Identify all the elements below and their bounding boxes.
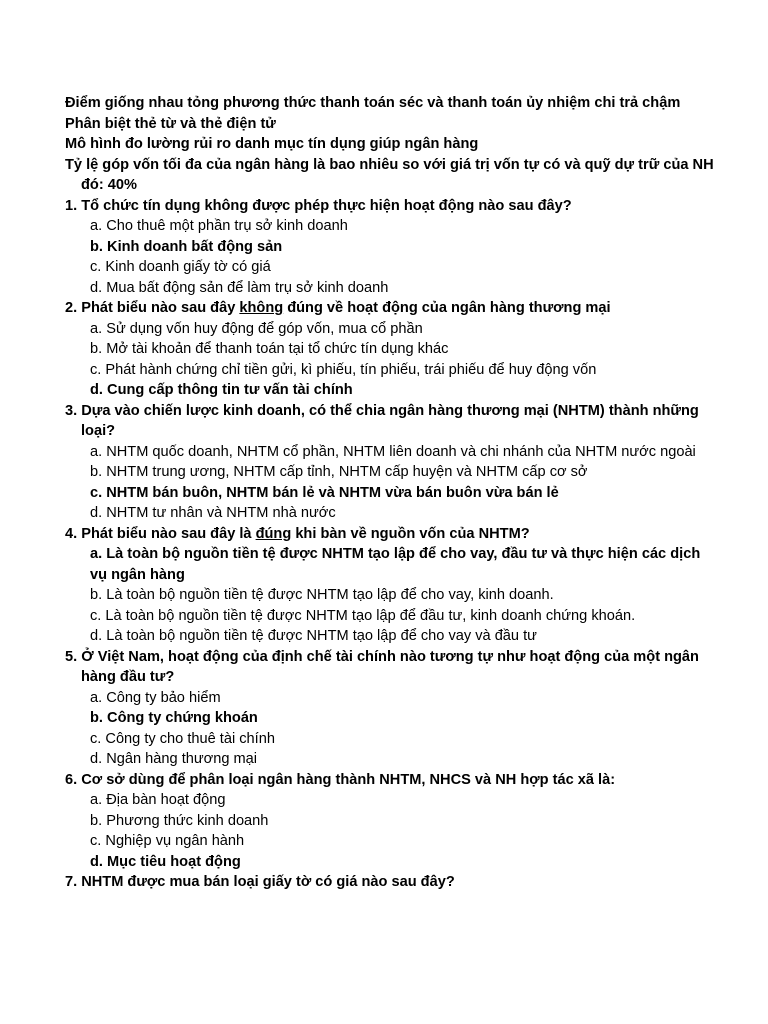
q2-option-d: d. Cung cấp thông tin tư vấn tài chính <box>90 382 353 398</box>
q3-option-c: c. NHTM bán buôn, NHTM bán lẻ và NHTM vừa bán buôn vừa bán lẻ <box>90 484 559 501</box>
question-3: 3. Dựa vào chiến lược kinh doanh, có thể chia ngân hàng thương mại (NHTM) thành những loại? <box>65 402 699 439</box>
q6-option-a: a. Địa bàn hoạt động <box>90 792 226 808</box>
q4-option-d: d. Là toàn bộ nguồn tiền tệ được NHTM tạo lập để cho vay và đầu tư <box>90 628 537 644</box>
q5-option-c: c. Công ty cho thuê tài chính <box>90 730 275 747</box>
question-4 <box>65 524 728 545</box>
q2-text-pre: 2. Phát biểu nào sau đây <box>65 300 240 316</box>
q5-option-d: d. Ngân hàng thương mại <box>90 751 258 767</box>
q4-option-b: b. Là toàn bộ nguồn tiền tệ được NHTM tạo lập để cho vay, kinh doanh. <box>90 587 554 603</box>
q4-text-pre: 4. Phát biểu nào sau đây là <box>65 525 256 542</box>
q4-text-emphasis: đúng <box>255 525 292 542</box>
q2-option-c: c. Phát hành chứng chỉ tiền gửi, kì phiếu, tín phiếu, trái phiếu để huy động vốn <box>90 361 597 378</box>
q4-option-a: a. Là toàn bộ nguồn tiền tệ được NHTM tạo lập để cho vay, đầu tư và thực hiện các dịch vụ ngân hàng <box>90 546 701 583</box>
q6-option-c: c. Nghiệp vụ ngân hành <box>90 833 245 849</box>
q2-text-emphasis: không <box>239 300 284 316</box>
question-5: 5. Ở Việt Nam, hoạt động của định chế tài chính nào tương tự như hoạt động của một ngân hàng đầu tư? <box>65 648 699 685</box>
q3-option-b: b. NHTM trung ương, NHTM cấp tỉnh, NHTM cấp huyện và NHTM cấp cơ sở <box>90 464 588 480</box>
q1-option-c: c. Kinh doanh giấy tờ có giá <box>90 259 271 275</box>
question-6: 6. Cơ sở dùng để phân loại ngân hàng thành NHTM, NHCS và NH hợp tác xã là: <box>65 771 616 788</box>
intro-line-1: Điểm giống nhau tỏng phương thức thanh toán séc và thanh toán ủy nhiệm chi trả chậm <box>65 95 681 111</box>
intro-line-2: Phân biệt thẻ từ và thẻ điện tử <box>65 115 276 132</box>
q4-option-c: c. Là toàn bộ nguồn tiền tệ được NHTM tạo lập để đầu tư, kinh doanh chứng khoán. <box>90 607 636 624</box>
q2-option-a: a. Sử dụng vốn huy động để góp vốn, mua cổ phần <box>90 320 423 337</box>
intro-line-3: Mô hình đo lường rủi ro danh mục tín dụng giúp ngân hàng <box>65 136 479 152</box>
question-7: 7. NHTM được mua bán loại giấy tờ có giá nào sau đây? <box>65 874 455 890</box>
q2-option-b: b. Mở tài khoản để thanh toán tại tổ chức tín dụng khác <box>90 341 449 357</box>
q6-option-b: b. Phương thức kinh doanh <box>90 812 269 829</box>
q5-option-a: a. Công ty bảo hiểm <box>90 689 221 706</box>
intro-line-4: Tỷ lệ góp vốn tối đa của ngân hàng là bao nhiêu so với giá trị vốn tự có và quỹ dự trữ của NH đó: 40% <box>65 156 714 193</box>
q1-option-d: d. Mua bất động sản để làm trụ sở kinh doanh <box>90 279 389 296</box>
q5-option-b: b. Công ty chứng khoán <box>90 710 258 726</box>
question-2 <box>65 298 728 319</box>
q4-text-post: khi bàn về nguồn vốn của NHTM? <box>291 525 530 542</box>
q3-option-d: d. NHTM tư nhân và NHTM nhà nước <box>90 505 336 521</box>
q3-option-a: a. NHTM quốc doanh, NHTM cổ phần, NHTM liên doanh và chi nhánh của NHTM nước ngoài <box>90 443 696 460</box>
q1-option-b: b. Kinh doanh bất động sản <box>90 238 283 255</box>
question-1: 1. Tổ chức tín dụng không được phép thực hiện hoạt động nào sau đây? <box>65 197 572 214</box>
q1-option-a: a. Cho thuê một phần trụ sở kinh doanh <box>90 218 348 234</box>
q6-option-d: d. Mục tiêu hoạt động <box>90 853 241 870</box>
q2-text-post: đúng về hoạt động của ngân hàng thương mại <box>283 300 611 316</box>
